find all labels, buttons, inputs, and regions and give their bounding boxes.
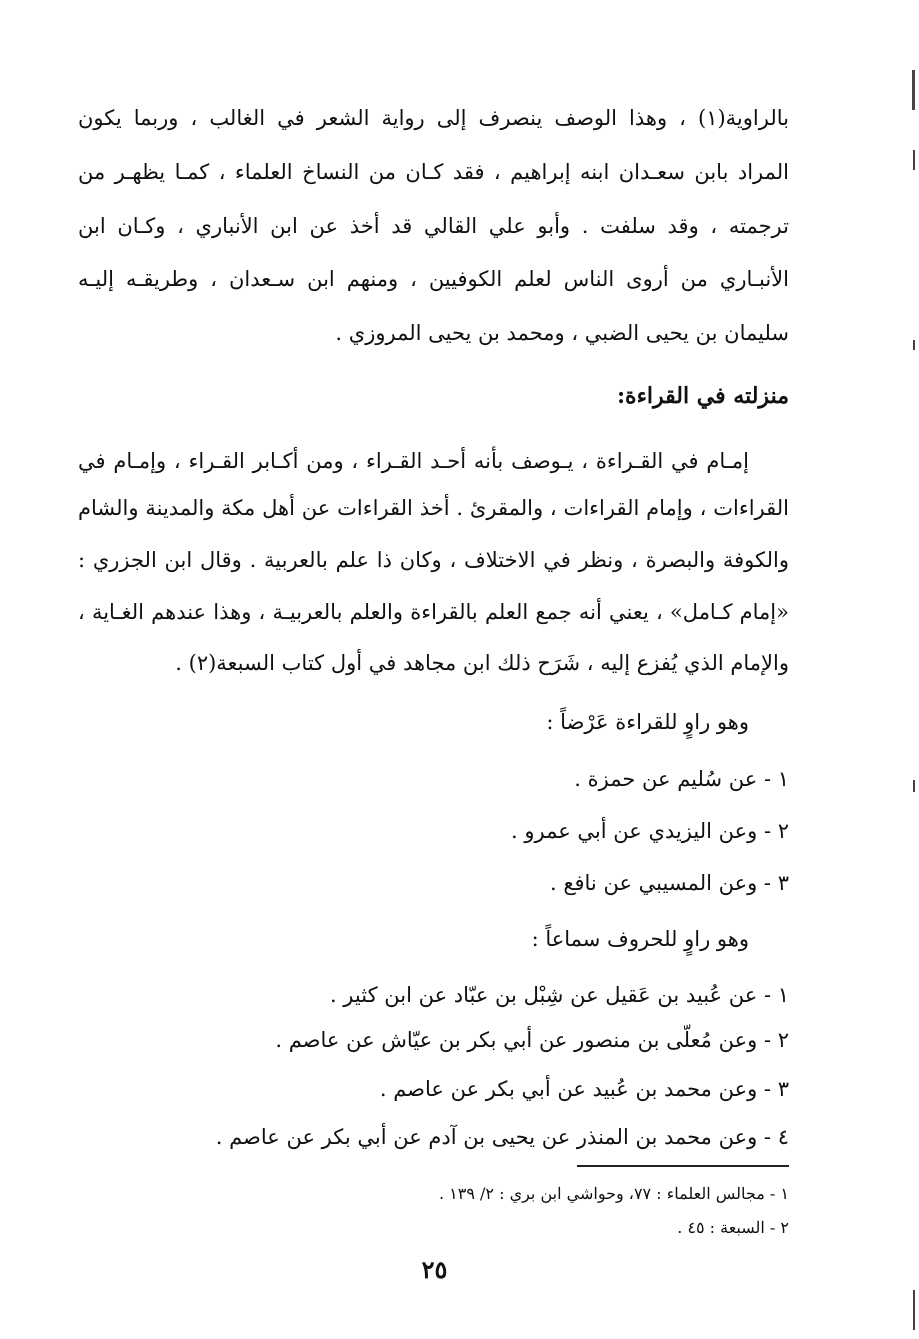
list-sama-item-1: ١ - عن عُبيد بن عَقيل عن شِبْل بن عبّاد عن ابن كثير . bbox=[329, 983, 789, 1007]
paragraph-1-line-4: الأنبـاري من أروى الناس لعلم الكوفيين ، ومنهم ابن سـعدان ، وطريقـه إليـه bbox=[78, 267, 789, 291]
paragraph-2-line-5: والإمام الذي يُفزع إليه ، شَرَح ذلك ابن مجاهد في أول كتاب السبعة(٢) . bbox=[175, 651, 789, 675]
paragraph-1-line-1: بالراوية(١) ، وهذا الوصف ينصرف إلى رواية الشعر في الغالب ، وربما يكون bbox=[78, 106, 789, 130]
paragraph-2-line-1: إمـام في القـراءة ، يـوصف بأنه أحـد القـراء ، ومن أكـابر القـراء ، وإمـام في bbox=[78, 449, 749, 473]
paragraph-1-line-2: المراد بابن سعـدان ابنه إبراهيم ، فقد كـان من النساخ العلماء ، كمـا يظهـر من bbox=[78, 160, 789, 184]
paragraph-2-line-2: القراءات ، وإمام القراءات ، والمقرئ . أخذ القراءات عن أهل مكة والمدينة والشام bbox=[78, 496, 789, 520]
list-ard-item-2: ٢ - وعن اليزيدي عن أبي عمرو . bbox=[511, 819, 789, 843]
intro-ard: وهو راوٍ للقراءة عَرْضاً : bbox=[546, 710, 749, 734]
list-ard-item-3: ٣ - وعن المسيبي عن نافع . bbox=[549, 871, 789, 895]
footnote-1: ١ - مجالس العلماء : ٧٧، وحواشي ابن بري : ٢/ ١٣٩ . bbox=[438, 1184, 789, 1203]
list-ard-item-1: ١ - عن سُليم عن حمزة . bbox=[574, 767, 789, 791]
page-edge-mark bbox=[913, 1290, 915, 1330]
page-number: ٢٥ bbox=[421, 1255, 448, 1284]
paragraph-2-line-3: والكوفة والبصرة ، ونظر في الاختلاف ، وكان ذا علم بالعربية . وقال ابن الجزري : bbox=[78, 548, 789, 572]
page-edge-mark bbox=[913, 780, 915, 792]
paragraph-1-line-3: ترجمته ، وقد سلفت . وأبو علي القالي قد أخذ عن ابن الأنباري ، وكـان ابن bbox=[78, 214, 789, 238]
intro-sama: وهو راوٍ للحروف سماعاً : bbox=[531, 927, 749, 951]
page-edge-mark bbox=[913, 340, 915, 350]
page-edge-mark bbox=[912, 70, 915, 110]
list-sama-item-3: ٣ - وعن محمد بن عُبيد عن أبي بكر عن عاصم . bbox=[379, 1077, 789, 1101]
section-heading: منزلته في القراءة: bbox=[616, 383, 789, 409]
paragraph-1-line-5: سليمان بن يحيى الضبي ، ومحمد بن يحيى المروزي . bbox=[335, 321, 789, 345]
paragraph-2-line-4: «إمام كـامل» ، يعني أنه جمع العلم بالقراءة والعلم بالعربيـة ، وهذا عندهم الغـاية ، bbox=[78, 600, 789, 624]
footnote-2: ٢ - السبعة : ٤٥ . bbox=[677, 1218, 789, 1237]
list-sama-item-4: ٤ - وعن محمد بن المنذر عن يحيى بن آدم عن أبي بكر عن عاصم . bbox=[215, 1125, 789, 1149]
footnote-separator bbox=[577, 1165, 789, 1167]
list-sama-item-2: ٢ - وعن مُعلّى بن منصور عن أبي بكر بن عيّاش عن عاصم . bbox=[275, 1028, 789, 1052]
page-edge-mark bbox=[913, 150, 915, 170]
